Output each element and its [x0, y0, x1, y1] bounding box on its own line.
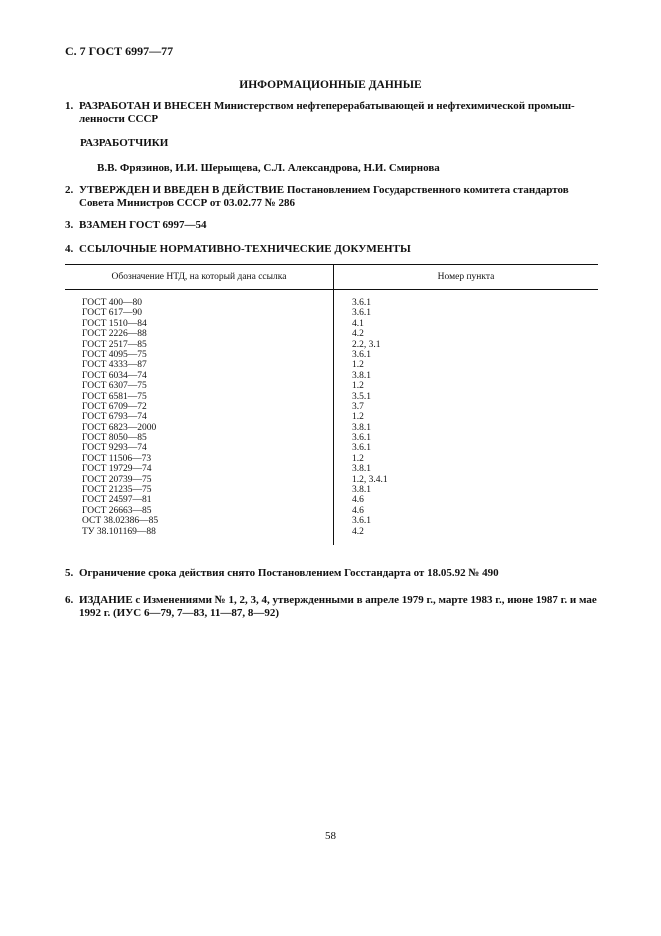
clause-column [334, 290, 599, 545]
item-number: 6. [65, 594, 74, 606]
table-cell-clause: 3.8.1 [352, 370, 371, 381]
item-text: РАЗРАБОТАН И ВНЕСЕН Министерством нефтеперерабатывающей и нефтехимической промыш-ленности СССР [79, 100, 575, 125]
item-text: ИЗДАНИЕ с Изменениями № 1, 2, 3, 4, утвержденными в апреле 1979 г., марте 1983 г., июне 1987 г. и мае 1992 г. (ИУС 6—79, 7—83, 11—87, 8—92) [79, 594, 597, 619]
table-cell-clause: 4.6 [352, 505, 364, 516]
table-cell-clause: 1.2 [352, 453, 364, 464]
table-cell-designation: ГОСТ 1510—84 [82, 318, 147, 329]
table-cell-clause: 3.6.1 [352, 516, 371, 527]
table-cell-designation: ГОСТ 4333—87 [82, 360, 147, 371]
item-text: Ограничение срока действия снято Постановлением Госстандарта от 18.05.92 № 490 [79, 567, 499, 579]
references-table [65, 264, 598, 545]
page-header: С. 7 ГОСТ 6997—77 [65, 44, 174, 58]
table-cell-designation: ГОСТ 21235—75 [82, 485, 152, 496]
table-cell-designation: ГОСТ 20739—75 [82, 474, 152, 485]
developers-list: В.В. Фрязинов, И.И. Шерыщева, С.Л. Александрова, Н.И. Смирнова [97, 162, 440, 174]
table-cell-designation: ГОСТ 6034—74 [82, 370, 147, 381]
info-item-6 [65, 594, 605, 620]
table-cell-clause: 3.6.1 [352, 308, 371, 319]
table-cell-clause: 3.5.1 [352, 391, 371, 402]
column-header-clause: Номер пункта [334, 265, 599, 290]
table-cell-clause: 3.6.1 [352, 433, 371, 444]
info-item-5 [65, 567, 605, 580]
designation-column [65, 290, 334, 545]
table-cell-designation: ГОСТ 6581—75 [82, 391, 147, 402]
page-number: 58 [325, 830, 336, 842]
table-cell-clause: 3.8.1 [352, 485, 371, 496]
item-number: 5. [65, 567, 74, 579]
table-cell-designation: ГОСТ 11506—73 [82, 453, 152, 464]
table-cell-clause: 4.2 [352, 526, 364, 537]
info-item-2 [65, 184, 605, 210]
column-header-designation: Обозначение НТД, на который дана ссылка [65, 265, 334, 290]
item-number: 3. [65, 219, 74, 231]
table-cell-clause: 3.7 [352, 401, 364, 412]
table-cell-clause: 1.2 [352, 381, 364, 392]
item-text: ССЫЛОЧНЫЕ НОРМАТИВНО-ТЕХНИЧЕСКИЕ ДОКУМЕНТЫ [79, 243, 411, 255]
developers-label: РАЗРАБОТЧИКИ [80, 137, 169, 149]
item-text: ВЗАМЕН ГОСТ 6997—54 [79, 219, 207, 231]
item-number: 1. [65, 100, 74, 112]
table-cell-clause: 3.6.1 [352, 298, 371, 308]
table-cell-designation: ГОСТ 9293—74 [82, 443, 147, 454]
item-number: 4. [65, 243, 74, 255]
table-cell-clause: 3.6.1 [352, 443, 371, 454]
table-cell-clause: 1.2 [352, 360, 364, 371]
table-cell-clause: 4.6 [352, 495, 364, 506]
table-cell-clause: 3.8.1 [352, 464, 371, 475]
info-item-3 [65, 219, 605, 232]
table-cell-designation: ГОСТ 24597—81 [82, 495, 152, 506]
table-cell-designation: ГОСТ 6793—74 [82, 412, 147, 423]
table-cell-designation: ГОСТ 6709—72 [82, 401, 147, 412]
item-text: УТВЕРЖДЕН И ВВЕДЕН В ДЕЙСТВИЕ Постановлением Государственного комитета стандартов Совета Министров СССР от 03.02.77 № 286 [79, 184, 569, 209]
info-item-1 [65, 100, 605, 126]
section-title: ИНФОРМАЦИОННЫЕ ДАННЫЕ [239, 79, 422, 91]
table-cell-designation: ГОСТ 8050—85 [82, 433, 147, 444]
table-cell-clause: 3.6.1 [352, 349, 371, 360]
table-cell-designation: ГОСТ 2226—88 [82, 329, 147, 340]
table-cell-clause: 1.2, 3.4.1 [352, 474, 388, 485]
table-cell-designation: ГОСТ 19729—74 [82, 464, 152, 475]
item-number: 2. [65, 184, 74, 196]
table-cell-designation: ОСТ 38.02386—85 [82, 516, 159, 527]
table-cell-designation: ГОСТ 4095—75 [82, 349, 147, 360]
table-cell-designation: ГОСТ 617—90 [82, 308, 142, 319]
table-cell-clause: 2.2, 3.1 [352, 339, 381, 350]
table-cell-designation: ГОСТ 400—80 [82, 298, 142, 308]
table-cell-designation: ГОСТ 2517—85 [82, 339, 147, 350]
table-cell-designation: ГОСТ 6307—75 [82, 381, 147, 392]
table-cell-clause: 1.2 [352, 412, 364, 423]
table-cell-clause: 3.8.1 [352, 422, 371, 433]
table-cell-designation: ТУ 38.101169—88 [82, 526, 156, 537]
info-item-4 [65, 243, 605, 256]
table-cell-designation: ГОСТ 6823—2000 [82, 422, 157, 433]
table-cell-designation: ГОСТ 26663—85 [82, 505, 152, 516]
table-cell-clause: 4.2 [352, 329, 364, 340]
table-cell-clause: 4.1 [352, 318, 364, 329]
